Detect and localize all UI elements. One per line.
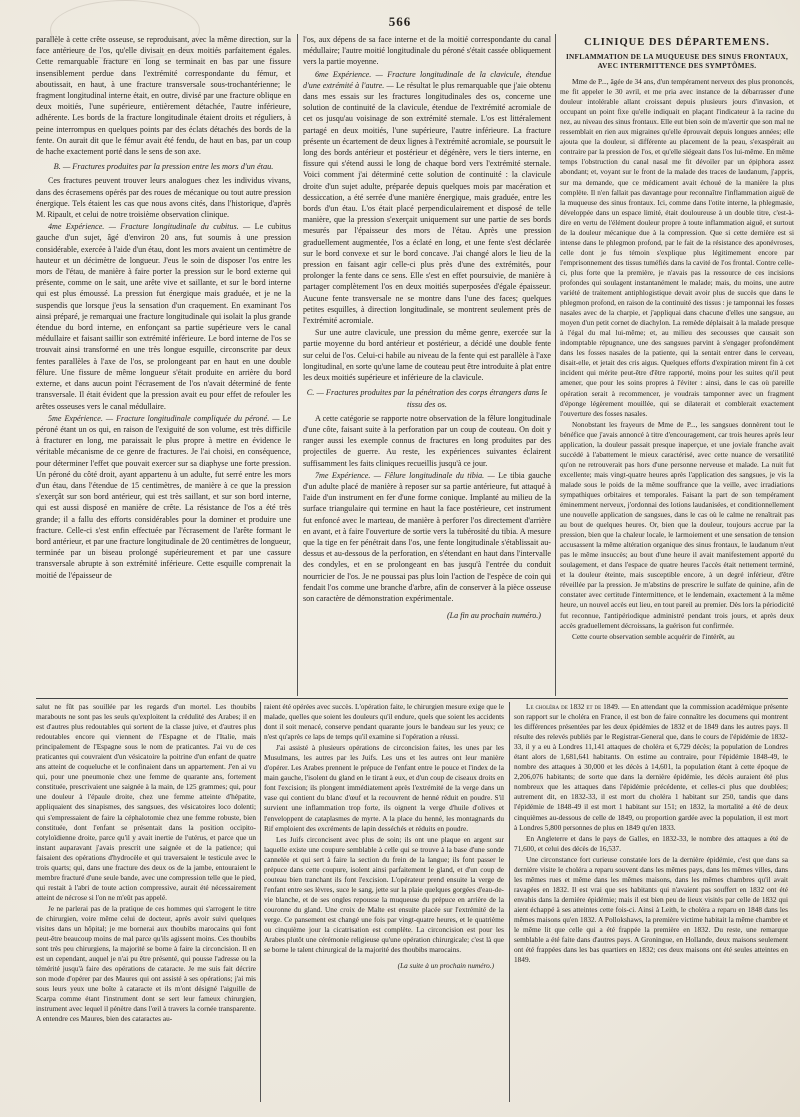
paragraph: l'os, aux dépens de sa face interne et de la moitié correspondante du canal médullaire; l'autre moitié longitudinale du péroné s'était cassée obliquement vers la partie moyenne. xyxy=(303,35,551,67)
article-column-3 xyxy=(560,34,794,696)
experiment-text: Le cubitus gauche d'un sujet, âgé d'environ 20 ans, fut soumis à une pression considérable, exercée à l'aide d'un étau, dont les mors avaient un centimètre de hauteur et un décimètre de longueur. J'eus le soin de disposer l'os entre les mors de l'étau, de manière à faire porter la pression sur le bord externe qui présente, comme on le sait, une arête vive et saillante, et sur le bord interne qui est plus émoussé. La pression fut énergique mais graduée, et je ne la suspendis que lorsque j'eus la sensation d'un craquement. En examinant l'os ainsi préparé, je remarquai une fracture longitudinale qui isolait la plus grande étendue du bord interne, en enfonçant sa partie supérieure vers le canal médullaire et faisant saillir son extrémité inférieure. Le bord interne de l'os se trouvait ainsi transformé en une très longue esquille, circonscrite par deux fentes parallèles à l'axe de l'os, se prolongeant par en haut en une double fêlure. Une fissure de même longueur s'était produite en arrière du bord externe, et dans aucun point l'écrasement de l'os n'avait déterminé de fente transversale. Il était évident que la pression avait eu pour effet de refouler les arêtes osseuses vers le canal médullaire. xyxy=(36,222,291,411)
paragraph xyxy=(303,69,551,327)
paragraph: salut ne fût pas souillée par les regards d'un mortel. Les thoubibs marabouts ne sont pas les seuls qu'exploitent la crédulité des Arabes; il en est d'autres plus redoutables qui sortent de la classe juive, et d'autres plus redoutables encore qui viennent de l'Espagne et de l'Italie, mais principalement de l'Espagne sous le nom de praticantes. J'ai vu de ces praticantes qui couvraient d'un vésicatoire la poitrine d'un enfant de quatre ans atteint de coqueluche et le confinaient dans un appartement. J'en ai vu qui, pour une pneumonie chez une femme de quarante ans, fortement constituée, prescrivaient une saignée à la main, de 125 grammes; qui, pour une douleur à l'épaule droite, chez une femme atteinte d'hépatite, appliquaient des sinapismes, des sangsues, des vésicatoires loco dolenti; qui s'empressaient de faire la céphalotomie chez une femme robuste, bien constituée, dont l'enfant se présentait dans la position occipito-cotyloïdienne droite, parce qu'il y avait inertie de l'utérus, et parce que un instant auparavant j'avais prescrit une saignée et de la patience; qui faisaient des opérations d'hydrocèle et qui traversaient le testicule avec le trois quarts; qui, dans une fracture des deux os de la jambe, entouraient le membre fracturé d'une seule bande, avec une compression telle que le pied, qui restait à l'abri de toute action compressive, aurait été nécessairement atteint de nécrose si l'on ne m'eût pas appelé. xyxy=(36,702,256,902)
column-rule xyxy=(297,34,298,696)
paragraph xyxy=(36,413,291,581)
section-heading: B. — Fractures produites par la pression entre les mors d'un étau. xyxy=(53,162,274,172)
paragraph: Cette courte observation semble acquérir de l'intérêt, au xyxy=(572,631,735,641)
paragraph: Les Juifs circoncisent avec plus de soin; ils ont une plaque en argent sur laquelle existe une coupure semblable à celle qui se trouve à la base d'une sonde cannelée et qui sert à faire la section du frein de la langue; ils font passer le prépuce dans cette coupure, isolent ainsi parfaitement le gland, et d'un coup de couteau bien tranchant ils font l'excision. L'opérateur prend ensuite la verge de l'enfant entre ses lèvres, suce le sang, jette sur la plaie quelques gorgées d'eau-de-vie blanche, et de ses ongles repousse la muqueuse du prépuce en arrière de la couronne du gland. Une croix de Malte est ensuite placée sur l'extrémité de la verge. Ce pansement est changé une fois par vingt-quatre heures, et le quatrième ou cinquième jour la cicatrisation est complète. La circoncision est pour les Arabes plutôt une cérémonie religieuse qu'une opération chirurgicale; c'est là que se borne le talent chirurgical de la majorité des thoubibs marocains. xyxy=(264,834,504,955)
paragraph: Ces fractures peuvent trouver leurs analogues chez les individus vivans, dans des écrasemens opérés par des roues de mécanique ou tout autre pression énergique. Tels étaient les cas que nous avons cités, dans l'historique, d'après M. Ripault, et celui de notre troisième observation clinique. xyxy=(36,176,291,220)
section-heading: C. — Fractures produites par la pénétration des corps étrangers dans le tissu des os. xyxy=(306,388,548,409)
news-heading: Le choléra de 1832 et de 1849. — xyxy=(526,702,629,711)
feuilleton-rule xyxy=(36,698,788,699)
article-column-2 xyxy=(303,34,551,696)
experiment-label: 7me Expérience. — Fêlure longitudinale du tibia. — xyxy=(315,470,495,480)
column-rule xyxy=(555,34,556,696)
experiment-label: 5me Expérience. — Fracture longitudinale compliquée du péroné. — xyxy=(48,413,280,423)
continuation-note: (La suite à un prochain numéro.) xyxy=(397,961,494,971)
paragraph xyxy=(303,470,551,604)
paragraph: Une circonstance fort curieuse constatée lors de la dernière épidémie, c'est que dans sa dernière visite le choléra a reparu souvent dans les mêmes pays, dans les mêmes villes, dans les mêmes rues et même dans les mêmes maisons, dans les mêmes chambres qu'il avait ravagées en 1832. Il est vrai que ses habitants qui n'avaient pas souffert en 1832 ont été envahis dans la dernière épidémie; mais il est bien peu de lieux visités par celle de 1832 qui aient échappé à ses atteintes cette fois-ci. Ainsi à Leith, le choléra a reparu en 1848 dans les mêmes maisons qu'en 1832. A Pollokshaws, la première victime habitait la même chambre et le même lit que celle qui a été frappée la première en 1832. Du reste, une remarque semblable a été faite dans d'autres pays. A Groningue, en Hollande, deux maisons seulement ont été frappées dans les bas quartiers en 1832; ces deux maisons ont été seules atteintes en 1849. xyxy=(514,854,788,965)
experiment-text: Le péroné étant un os qui, en raison de l'exiguité de son volume, est très difficile à fracturer en long, me paraissait le plus propre à mettre en évidence le véritable mécanisme de ce genre de fractures. Je l'ai choisi, en conséquence, pour déterminer l'effet que pouvait exercer sur sa diaphyse une forte pression. Un péroné du côté droit, ayant appartenu à un adulte, fut serré entre les mors d'un étau, dans l'étendue de 15 centimètres, de manière à ce que la pression s'exerçât sur son bord antérieur, qui est très saillant, et sur son bord interne, qui est aussi disposé en manière de crête. La résistance de l'os a été très grande; il a fallu des efforts considérables pour la dominer et produire une fracture. Celle-ci s'est enfin effectuée par l'écrasement de l'arête formant le bord antérieur, et par une fracture longitudinale de 20 centimètres de longueur, terminée par un biseau prolongé supérieurement et par une cassure transversale abrupte à son extrémité inférieure. Cette esquille comprenait la moitié de l'épaisseur de xyxy=(36,413,291,580)
news-text: En attendant que la commission académique présente son rapport sur le choléra en France, il est bon de faire connaître les documens qui montrent les différences présentées par les deux épidémies de 1832 et de 1849 dans les autres pays. Il résulte des relevés publiés par le Registrar-General que, dans le cours de l'épidémie de 1832-33, il y a eu à Londres 11,141 attaques de choléra et 6,729 décès; la population de Londres étant alors de 1,681,641 habitants. On estime au contraire, pour l'épidémie 1848-49, le nombre des attaques à 30,000 et les décès à 14,601, la population étant à cette époque de 2,206,076 habitants; de sorte que dans la dernière épidémie, les décès auraient été plus nombreux que les attaques dans l'épidémie précédente, et celles-ci plus que doublées; autrement dit, en 1832-33, il est mort du choléra 1 habitant sur 250, tandis que dans l'épidémie de 1848-49 il est mort 1 habitant sur 151; en 1832, la mortalité a été de deux cinquièmes au-dessous de celle de 1849, ou proportion gardée avec la population, il est mort à Londres 5,800 personnes de plus en 1849 qu'en 1833. xyxy=(514,702,788,832)
paragraph: J'ai assisté à plusieurs opérations de circoncision faites, les unes par les Musulmans, les autres par les Juifs. Les uns et les autres ont leur manière d'opérer. Les Arabes prennent le prépuce de l'enfant entre le pouce et l'index de la main gauche, l'isolent du gland en le tirant à eux, et d'un coup de ciseaux droits en font l'excision; ils plongent immédiatement après l'extrémité de la verge dans un vase qui contient du blanc d'œuf et la recouvrent de henné réduit en poudre. S'il survient une inflammation trop forte, ils oignent la verge d'huile d'olives et l'enveloppent de cataplasmes de myrte. A la place du henné, les montagnards du Rif emploient des excréments de lapin desséchés et réduits en poudre. xyxy=(264,743,504,833)
paragraph xyxy=(36,221,291,411)
paragraph: Nonobstant les frayeurs de Mme de P..., les sangsues donnèrent tout le bénéfice que j'avais annoncé à titre d'encouragement, car trois heures après leur application, la douleur passait presque inaperçue, et une joviale franche avait succédé à l'abattement le mieux caractérisé, avec cette nuance de versatilité qu'on ne retrouverait pas hors d'une personne nerveuse et malade. La nuit fut excellente; mais vingt-quatre heures après l'application des sangsues, je vis la malade sous le poids de la même souffrance que la veille, avec irradiations sympathiques orbitaires et temporales. Faisant la part de son tempérament éminemment nerveux, j'ordonnai des lotions laudanisées, et conditionnellement une nouvelle application de sangsues, dans le cas où le calme ne renaîtrait pas au bout de quelques heures. Or, bien que la douleur, toujours accrue par la pression, bien que la chaleur locale, le larmoiement et une sensation de tension accusassent la même altération organique des sinus frontaux, le laudanum n'eut pas le même insuccès; au bout d'une heure il avait manifestement apporté du soulagement, et dans l'espace de quatre heures l'accès était nettement terminé, et la douleur éteinte, mais susceptible encore, à un degré inférieur, d'être réveillée par la pression. Je m'abstins de prescrire le sulfate de quinine, afin de constater avec certitude l'intermittence, et le lendemain, exactement à la même heure, un nouvel accès eut lieu, en tout pareil au premier. Dès lors la périodicité fut reconnue, l'antipériodique administré pendant trois jours, et après deux accès graduellement décroissans, la guérison fut confirmée. xyxy=(560,419,794,630)
continuation-note: (La fin au prochain numéro.) xyxy=(446,611,541,621)
feuilleton-column-3 xyxy=(514,702,788,1102)
page-number: 566 xyxy=(388,14,412,29)
paragraph xyxy=(514,702,788,833)
feuilleton-column-1 xyxy=(36,702,256,1102)
feuilleton-column-2 xyxy=(264,702,504,1102)
experiment-label: 4me Expérience. — Fracture longitudinale du cubitus. — xyxy=(48,222,251,232)
paragraph: Mme de P..., âgée de 34 ans, d'un tempérament nerveux des plus prononcés, me fit appeler le 30 avril, et me pria avec instance de la débarrasser d'une douleur intolérable allant croissant depuis plusieurs jours d'invasion, et occupant un point fixe qu'elle indiquait en plaçant l'indicateur à la racine du nez, au niveau des sinus frontaux. Elle eut bien soin de m'avertir que son mal ne ressemblait en rien aux migraines qu'elle éprouvait depuis longues années; elle ajouta que la douleur, si différente au placement de la peau, s'exaspérait au contraire par la pression de l'os, et qu'elle siégeait dans l'os lui-même. En même temps l'obstruction du canal nasal me fit dévoiler par un épiphora assez abondant; et, voyant sur le front de la malade des traces de laudanum, j'appris, sur ma demande, que ce médicament avait échoué de la manière la plus complète. Il n'en fallait pas davantage pour reconnaître l'inflammation aiguë de la muqueuse des sinus frontaux. Ici, comme dans l'otite interne, la phlegmasie, développée dans un espace limité, était douloureuse à un double titre, c'est-à-dire en vertu de l'élément douleur propre à toute inflammation aiguë, et surtout de la douleur mécanique due à la compression. Que si cette dernière est si intense dans le phlegmon profond, par le fait de la résistance des aponévroses, celle dont je fus témoin s'explique plus légitimement encore par l'emprisonnement des tissus tuméfiés dans la cavité de l'os frontal. Contre celle-ci, plus forte que la première, je n'avais pas la ressource de ces incisions profondes qui soulagent instantanément le malade; mais, du moins, une autre variété de traitement antiphlogistique devait avoir plus de succès que dans le phlegmon profond, en raison de la continuité des tissus : je tamponnai les fosses nasales avec de la charpie, et j'appliquai dans chacune d'elles une sangsue, au moyen d'un petit cornet de diachylon. La remède déplaisait à la malade presque à l'égal du mal lui-même; et, au milieu des secousses que causait son indomptable répugnance, une des sangsues parvint à s'engager profondément dans les fosses nasales de la patiente, qui la sentait entrer dans le cerveau, disait-elle, et jetait des cris aigus. Quelques efforts d'expiration mirent fin à cet incident qui mérite peut-être d'être rapporté, moins pour les suites qu'il peut amener, que pour les soins propres à l'éviter : ainsi, dans le cas où pareille opération serait à recommencer, je voudrais tamponner avec un fragment d'éponge légèrement mouillée, qui se dilaterait et comblerait exactement l'ouverture des fosses nasales. xyxy=(560,77,794,418)
paragraph: parallèle à cette crête osseuse, se reproduisant, avec la même direction, sur la face antérieure de l'os, qu'elle divisait en deux moitiés parfaitement égales. Cette remarquable fracture en long se terminait en bas par une fissure insensiblement perdue dans l'extrémité correspondante du fémur, et aboutissait, en haut, à une fracture transversale sous-trochantérienne; le fragment longitudinal interne était, en outre, divisé par une fracture oblique en deux moitiés, l'une supérieure, entièrement détachée, l'autre inférieure, adhérente. Les bords de la fracture longitudinale étaient droits et réguliers, à peine interrompus en quelques points par des éclats détachés des bords de la fente. On aurait dit que le fémur avait été fendu, de haut en bas, par un coup de hache exactement porté dans le sens de son axe. xyxy=(36,35,291,157)
paragraph: Sur une autre clavicule, une pression du même genre, exercée sur la partie moyenne du bord antérieur et postérieur, a décidé une double fente sur celui de l'os. Celui-ci habile au niveau de la fente qui est parallèle à l'axe longitudinal, en sorte qu'une lame de couteau peut être introduite à plat entre les deux moitiés supérieure et inférieure de la clavicule. xyxy=(303,328,551,383)
section-title: CLINIQUE DES DÉPARTEMENS. xyxy=(584,37,770,48)
experiment-text: Le résultat le plus remarquable que j'aie obtenu dans mes essais sur les fractures longitudinales des os, concerne une solution de continuité de la clavicule, étendue de l'extrémité acromiale de cet os jusqu'au voisinage de son extrémité sternale. L'os est littéralement partagé en deux moitiés, l'une supérieure, l'autre inférieure. La fracture présente un écartement de deux lignes à l'extrémité acromiale, se poursuit le long des bords antérieur et postérieur et dégénère, vers le tiers interne, en fissure qui s'étend aussi le long de chaque bord vers l'extrémité sternale. Voici comment j'ai déterminé cette solution de continuité : la clavicule droite d'un sujet adulte, préparée depuis quelques mois par macération et dessiccation, a été serrée d'une manière énergique, mais graduée, entre les bords d'un étau. L'os était placé perpendiculairement et disposé de telle manière, que la pression s'exerçait uniquement sur une partie de ses bords mesurés par l'épaisseur des mors de l'étau. Après une pression graduellement augmentée, l'os a éclaté en long, et une fente s'est déclarée sur le bord convexe et sur le bord concave. J'ai changé alors le lieu de la pression en faisant agir celle-ci plus près d'une des extrémités, pour prolonger la fente dans ce sens. Elle s'est en effet poursuivie, de manière à partager complètement l'os en deux moitiés superposées d'égale épaisseur. Aucune fente transversale ne se montre dans l'une des faces; quelques petites esquilles, à direction longitudinale, se montrent seulement près de l'extrémité acromiale. xyxy=(303,80,551,326)
experiment-label: 6me Expérience. — Fracture longitudinale de la clavicule, étendue d'une extrémité à l'autre. — xyxy=(303,69,551,90)
article-subtitle: INFLAMMATION DE LA MUQUEUSE DES SINUS FRONTAUX, AVEC INTERMITTENCE DES SYMPTÔMES. xyxy=(565,53,789,71)
paragraph: En Angleterre et dans le pays de Galles, en 1832-33, le nombre des attaques a été de 71,600, et celui des décès de 16,537. xyxy=(514,833,788,853)
article-column-1 xyxy=(36,34,291,696)
paragraph: Je ne parlerai pas de la pratique de ces hommes qui s'arrogent le titre de chirurgien, voire même celui de docteur, après avoir suivi quelques visites dans un hôpital; je me bornerai aux thoubibs marocains qui font peut-être beaucoup moins de mal parce qu'ils agissent moins. Ces thoubibs sont très peu chirurgiens, la majorité se borne à faire la circoncision. Il en est un cependant, auquel je n'ai pu être présenté, qui pousse l'adresse ou la témérité jusqu'à faire des opérations de cataracte. Je me suis fait décrire son mode d'opérer par des Maures qui ont assisté à ses opérations; j'ai mis sous leurs yeux une boîte à cataracte et ils m'ont désigné l'aiguille de Scarpa comme étant l'instrument dont se sert leur fameux chirurgien, instrument avec lequel il pénètre dans l'œil à travers la cornée transparente. A entendre ces Maures, bien des cataractes au- xyxy=(36,903,256,1024)
paragraph: raient été opérées avec succès. L'opération faite, le chirurgien mesure exige que le malade, quelles que soient les douleurs qu'il endure, quels que soient les accidents dont il soit menacé, conserve pendant quarante jours le bandeau sur les yeux; ce n'est qu'après ce laps de temps qu'il examine si l'opération a réussi. xyxy=(264,702,504,742)
column-rule xyxy=(509,702,510,1102)
paragraph: A cette catégorie se rapporte notre observation de la fêlure longitudinale d'une côte, faisant suite à la perforation par un coup de couteau. On doit y ranger aussi les exemple connus de fractures en long produites par des projectiles de guerre. Au reste, les expériences suivantes éclairent suffisamment les faits cliniques recueillis jusqu'à ce jour. xyxy=(303,413,551,468)
experiment-text: Le tibia gauche d'un adulte placé de manière à reposer sur sa partie antérieure, fut attaqué à l'aide d'un instrument en fer d'une forme conique. Implanté au milieu de la surface triangulaire qui termine en haut la face postérieure, cet instrument fut enfoncé avec le marteau, de manière à perforer l'os directement d'arrière en avant, et à faire l'ouverture de sortie vers la tubérosité du tibia. A mesure que la tige en fer pénétrait dans l'os, une fente longitudinale s'établissait au-dessus et au-dessous de la perforation, en s'étendant en haut dans l'intervalle des condyles, et en se prolongeant en bas jusqu'à l'entrée du conduit nourricier de l'os. Je ne poussai pas plus loin l'action de l'espèce de coin qui fendait l'os comme une branche d'arbre, afin de conserver à la pièce osseuse son caractère de démonstration expérimentale. xyxy=(303,470,551,603)
column-rule xyxy=(260,702,261,1102)
